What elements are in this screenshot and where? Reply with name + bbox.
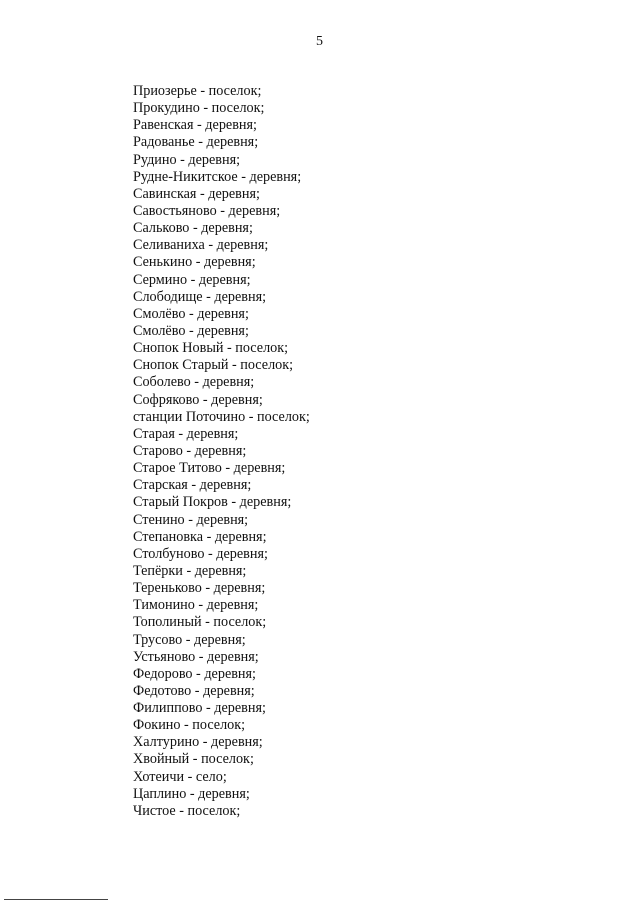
list-item: станции Поточино - поселок; — [133, 408, 310, 425]
footnote-rule — [4, 899, 108, 900]
list-item: Сермино - деревня; — [133, 271, 251, 288]
list-item: Фокино - поселок; — [133, 717, 246, 734]
list-item: Халтурино - деревня; — [133, 734, 263, 751]
list-item: Старый Покров - деревня; — [133, 494, 292, 511]
list-item: Смолёво - деревня; — [133, 305, 249, 322]
list-item: Чистое - поселок; — [133, 802, 241, 819]
list-item: Федорово - деревня; — [133, 665, 256, 682]
list-item: Столбуново - деревня; — [133, 545, 268, 562]
list-item: Степановка - деревня; — [133, 528, 267, 545]
list-item: Сальково - деревня; — [133, 220, 253, 237]
list-item: Соболево - деревня; — [133, 374, 255, 391]
page-number: 5 — [316, 34, 323, 49]
list-item: Стенино - деревня; — [133, 511, 249, 528]
list-item: Старская - деревня; — [133, 477, 252, 494]
list-item: Трусово - деревня; — [133, 631, 246, 648]
list-item: Савостьяново - деревня; — [133, 202, 281, 219]
list-item: Прокудино - поселок; — [133, 100, 265, 117]
list-item: Савинская - деревня; — [133, 185, 260, 202]
list-item: Селиваниха - деревня; — [133, 237, 269, 254]
list-item: Равенская - деревня; — [133, 117, 257, 134]
list-item: Старово - деревня; — [133, 442, 247, 459]
list-item: Рудне-Никитское - деревня; — [133, 168, 302, 185]
list-item: Радованье - деревня; — [133, 134, 259, 151]
list-item: Софряково - деревня; — [133, 391, 263, 408]
list-item: Филиппово - деревня; — [133, 700, 266, 717]
list-item: Приозерье - поселок; — [133, 83, 262, 99]
list-item: Хотеичи - село; — [133, 768, 227, 785]
list-item: Снопок Старый - поселок; — [133, 357, 294, 374]
list-item: Федотово - деревня; — [133, 682, 255, 699]
list-item: Снопок Новый - поселок; — [133, 340, 289, 357]
list-item: Слободище - деревня; — [133, 288, 267, 305]
list-item: Старая - деревня; — [133, 425, 239, 442]
list-item: Тимонино - деревня; — [133, 597, 259, 614]
list-item: Сенькино - деревня; — [133, 254, 256, 271]
settlement-list — [133, 83, 310, 820]
list-item: Старое Титово - деревня; — [133, 460, 286, 477]
list-item: Тополиный - поселок; — [133, 614, 267, 631]
list-item: Рудино - деревня; — [133, 151, 241, 168]
list-item: Устьяново - деревня; — [133, 648, 259, 665]
list-item: Хвойный - поселок; — [133, 751, 254, 768]
list-item: Смолёво - деревня; — [133, 322, 249, 339]
list-item: Цаплино - деревня; — [133, 785, 250, 802]
list-item: Тепёрки - деревня; — [133, 562, 247, 579]
list-item: Тереньково - деревня; — [133, 580, 266, 597]
